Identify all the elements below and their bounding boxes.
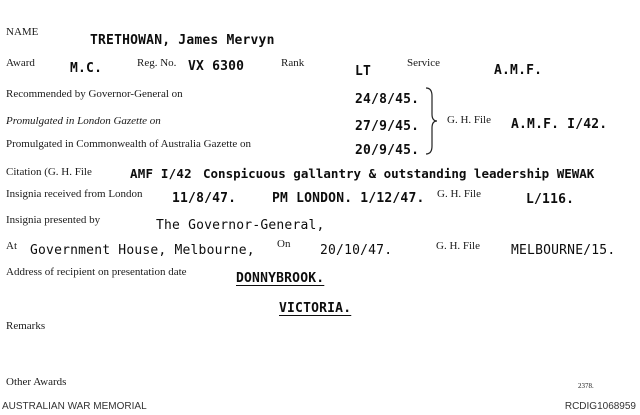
citation-label: Citation (G. H. File [6, 166, 92, 178]
reg-no-value: VX 6300 [188, 59, 245, 74]
citation-text: Conspicuous gallantry & outstanding leadership WEWAK [203, 166, 595, 181]
name-value: TRETHOWAN, James Mervyn [90, 33, 275, 48]
footer-left: AUSTRALIAN WAR MEMORIAL [2, 401, 147, 412]
reg-no-label: Reg. No. [137, 57, 177, 69]
gh-file-value-2: L/116. [526, 192, 575, 207]
remarks-label: Remarks [6, 320, 46, 332]
gh-file-value-3: MELBOURNE/15. [511, 243, 616, 258]
presented-by-value: The Governor-General, [156, 218, 325, 233]
citation-file: AMF I/42 [130, 166, 192, 181]
promulgated-commonwealth-label: Promulgated in Commonwealth of Australia Gazette on [6, 138, 252, 150]
gh-file-label-2: G. H. File [437, 188, 481, 200]
london-date: 27/9/45. [355, 119, 420, 134]
rank-label: Rank [281, 57, 305, 69]
address-line-2: VICTORIA. [279, 301, 352, 316]
insignia-presented-label: Insignia presented by [6, 214, 101, 226]
award-label: Award [6, 57, 35, 69]
recommended-date: 24/8/45. [355, 92, 420, 107]
name-label: NAME [6, 26, 39, 38]
card-number: 2378. [578, 382, 594, 390]
grouping-brace [424, 86, 438, 156]
award-value: M.C. [70, 61, 103, 76]
address-line-1: DONNYBROOK. [236, 271, 325, 286]
gh-file-label-1: G. H. File [447, 114, 491, 126]
at-label: At [6, 240, 17, 252]
insignia-received-date: 11/8/47. [172, 191, 237, 206]
gh-file-value-1: A.M.F. I/42. [511, 117, 608, 132]
commonwealth-date: 20/9/45. [355, 143, 420, 158]
service-label: Service [407, 57, 440, 69]
promulgated-london-label: Promulgated in London Gazette on [6, 115, 161, 127]
other-awards-label: Other Awards [6, 376, 67, 388]
footer-right: RCDIG1068959 [564, 401, 636, 412]
on-date-value: 20/10/47. [320, 243, 393, 258]
address-label: Address of recipient on presentation date [6, 266, 187, 278]
service-value: A.M.F. [494, 63, 543, 78]
at-place-value: Government House, Melbourne, [30, 243, 255, 258]
recommended-label: Recommended by Governor-General on [6, 88, 183, 100]
gh-file-label-3: G. H. File [436, 240, 480, 252]
insignia-received-ref: PM LONDON. 1/12/47. [272, 191, 425, 206]
rank-value: LT [355, 64, 372, 79]
insignia-received-label: Insignia received from London [6, 188, 143, 200]
on-label: On [277, 238, 291, 250]
